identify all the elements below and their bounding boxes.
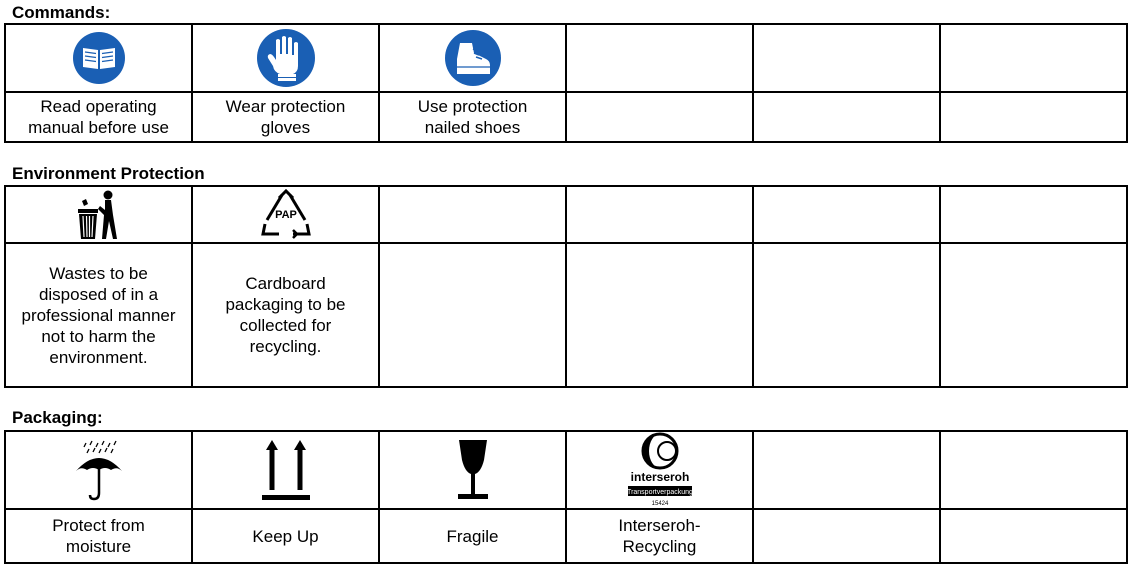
read-manual-caption: Read operating manual before use xyxy=(5,92,192,142)
environment-icon-cell-6 xyxy=(940,186,1127,243)
pap-recycling-icon xyxy=(257,188,315,242)
environment-title: Environment Protection xyxy=(12,164,205,183)
moisture-caption: Protect from moisture xyxy=(5,509,192,563)
waste-caption: Wastes to be disposed of in a professional manner not to harm the environment. xyxy=(5,243,192,387)
packaging-icon-cell-4 xyxy=(566,431,753,509)
environment-caption-cell-5 xyxy=(753,243,940,387)
gloves-caption: Wear protection gloves xyxy=(192,92,379,142)
environment-table xyxy=(4,185,1128,388)
commands-icon-cell-3 xyxy=(379,24,566,92)
commands-icon-cell-5 xyxy=(753,24,940,92)
pap-label: PAP xyxy=(274,208,297,221)
protective-gloves-icon xyxy=(256,28,316,88)
commands-icon-cell-2 xyxy=(192,24,379,92)
packaging-icon-cell-1 xyxy=(5,431,192,509)
interseroh-logo xyxy=(621,432,699,508)
fragile-glass-icon xyxy=(453,438,493,502)
waste-disposal-icon xyxy=(74,189,124,241)
commands-caption-cell-5 xyxy=(753,92,940,142)
environment-icon-cell-2 xyxy=(192,186,379,243)
read-manual-icon xyxy=(72,31,126,85)
environment-icon-cell-1 xyxy=(5,186,192,243)
interseroh-logo-number: 15424 xyxy=(651,501,668,507)
commands-icon-cell-4 xyxy=(566,24,753,92)
commands-icon-cell-6 xyxy=(940,24,1127,92)
packaging-icon-cell-3 xyxy=(379,431,566,509)
interseroh-logo-subtext: Transportverpackung xyxy=(626,489,693,496)
environment-icon-cell-4 xyxy=(566,186,753,243)
commands-title: Commands: xyxy=(12,3,111,22)
umbrella-rain-icon xyxy=(72,439,126,501)
fragile-caption: Fragile xyxy=(379,509,566,563)
commands-table xyxy=(4,23,1128,143)
commands-caption-cell-6 xyxy=(940,92,1127,142)
packaging-caption-cell-6 xyxy=(940,509,1127,563)
environment-icon-cell-5 xyxy=(753,186,940,243)
interseroh-logo-text: interseroh xyxy=(630,470,689,484)
environment-caption-cell-4 xyxy=(566,243,753,387)
packaging-table xyxy=(4,430,1128,564)
shoes-caption: Use protection nailed shoes xyxy=(379,92,566,142)
packaging-icon-cell-5 xyxy=(753,431,940,509)
packaging-caption-cell-5 xyxy=(753,509,940,563)
environment-caption-cell-3 xyxy=(379,243,566,387)
commands-icon-cell-1 xyxy=(5,24,192,92)
this-way-up-icon xyxy=(260,438,312,502)
packaging-icon-cell-2 xyxy=(192,431,379,509)
protective-shoes-icon xyxy=(444,29,502,87)
packaging-title: Packaging: xyxy=(12,408,103,427)
keep-up-caption: Keep Up xyxy=(192,509,379,563)
environment-caption-cell-6 xyxy=(940,243,1127,387)
interseroh-caption: Interseroh- Recycling xyxy=(566,509,753,563)
packaging-icon-cell-6 xyxy=(940,431,1127,509)
environment-icon-cell-3 xyxy=(379,186,566,243)
commands-caption-cell-4 xyxy=(566,92,753,142)
cardboard-caption: Cardboard packaging to be collected for recycling. xyxy=(192,243,379,387)
